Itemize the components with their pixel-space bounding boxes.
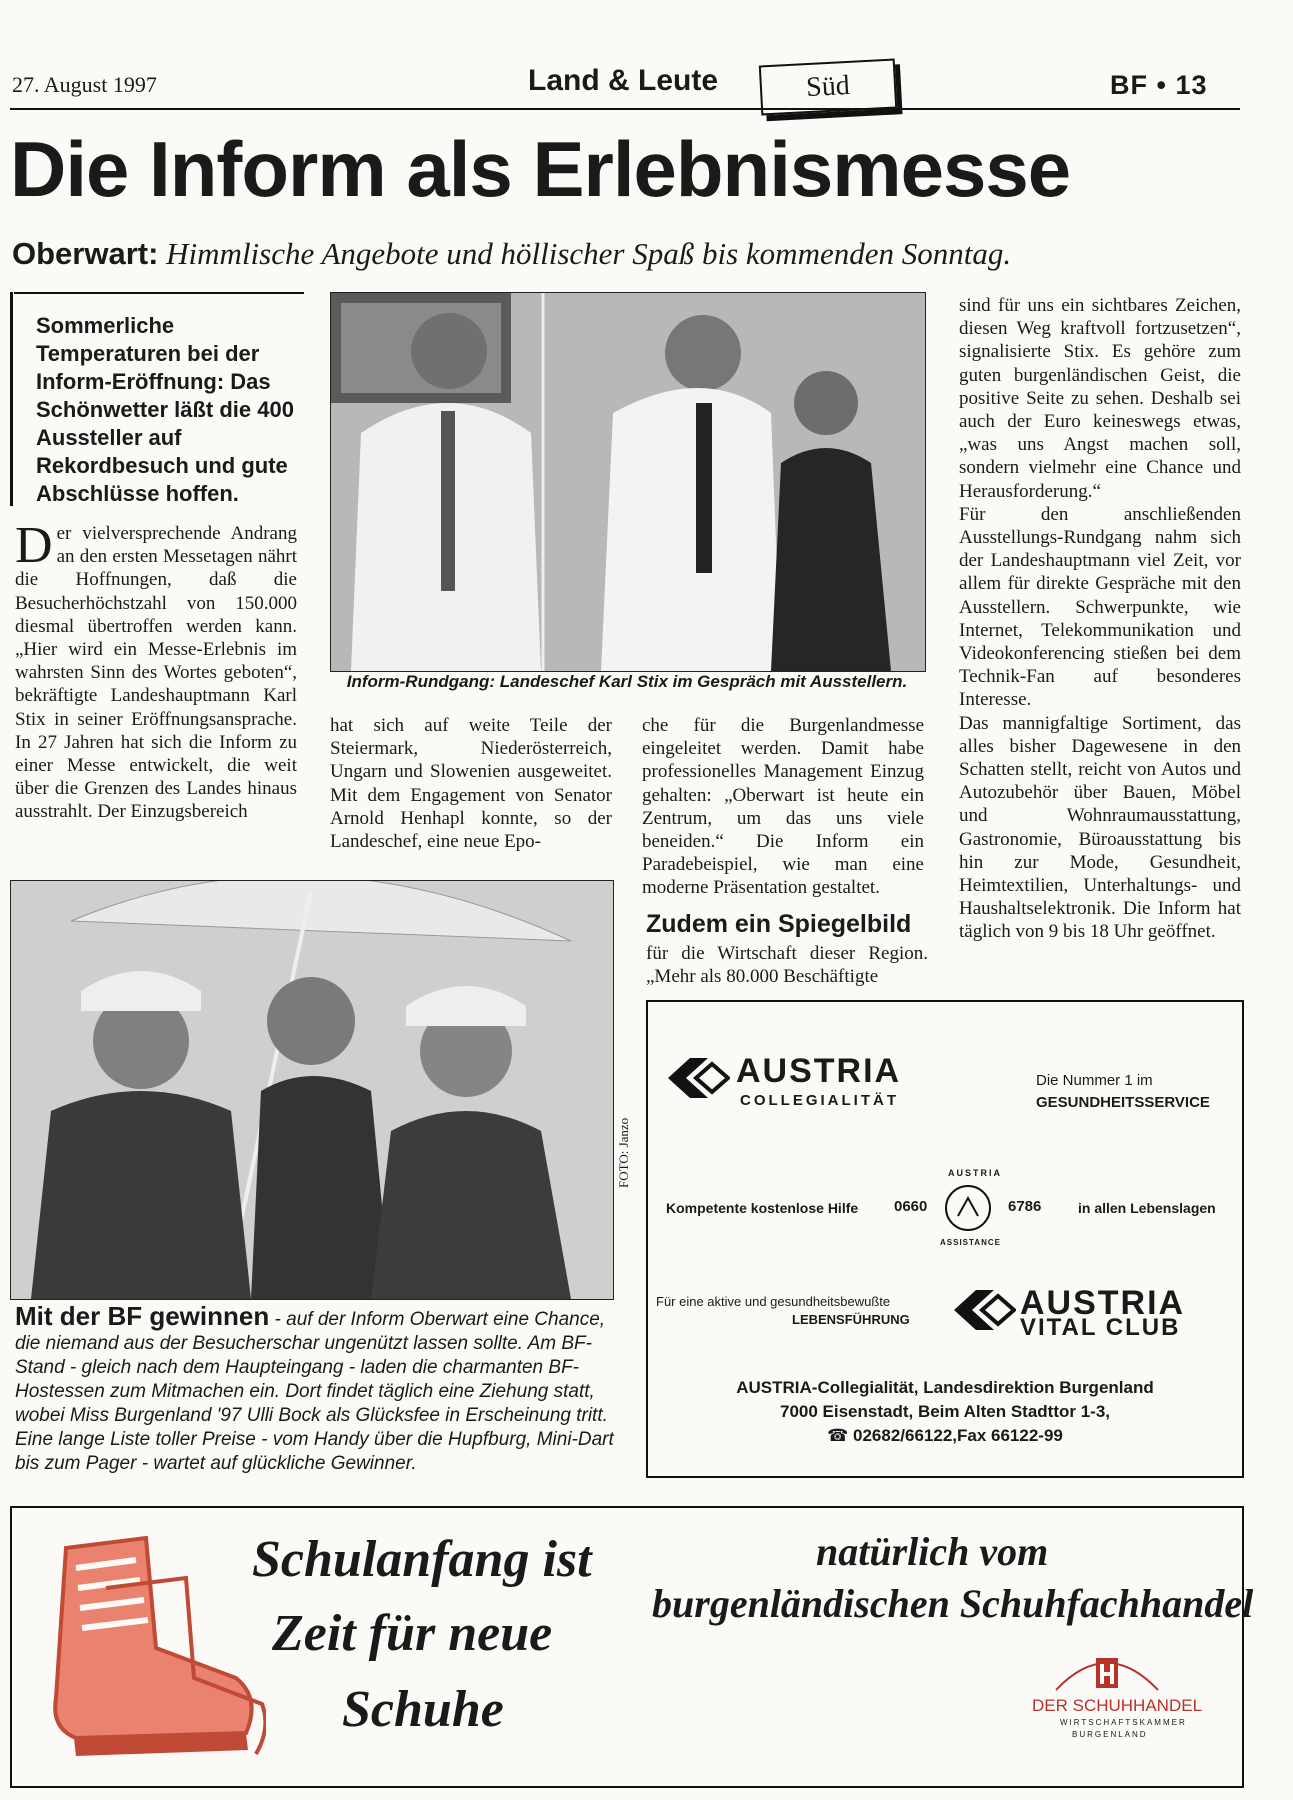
article-subhead xyxy=(12,236,1011,272)
article-headline: Die Inform als Erlebnismesse xyxy=(10,125,1071,213)
vital-club-logo-icon xyxy=(952,1288,1016,1332)
issue-date: 27. August 1997 xyxy=(12,72,157,97)
shoe-ad-headline-3: Schuhe xyxy=(342,1681,504,1738)
photo-2-caption-text: - auf der Inform Oberwart eine Chance, die niemand aus der Besucherschar ungenützt lassen sollte. Am BF-Stand - gleich nach dem Haupteingang - laden die charmanten BF-Hostessen zum Mitmachen ein. Dort findet täglich eine Ziehung statt, wobei Miss Burgenland '97 Ulli Bock als Glücksfee in Erscheinung tritt. Eine lange Liste toller Preise - vom Handy über die Hupfburg, Mini-Dart bis zum Pager - wartet auf glückliche Gewinner. xyxy=(15,1309,614,1474)
ad-phone-fax: 02682/66122,Fax 66122-99 xyxy=(853,1426,1063,1445)
boots-icon xyxy=(36,1528,266,1768)
austria-collegialitaet-ad xyxy=(646,1000,1244,1478)
shoe-ad-tagline-1: natürlich vom xyxy=(816,1529,1049,1574)
page-number: BF • 13 xyxy=(1110,70,1208,100)
seal-top-text: AUSTRIA xyxy=(948,1168,1002,1178)
teaser-bar xyxy=(10,292,13,506)
austria-assistance-seal-icon xyxy=(930,1170,1006,1246)
article-subheading: Zudem ein Spiegelbild xyxy=(646,910,912,938)
column-4-paragraph: Für den anschließenden Ausstellungs-Rundgang nahm sich der Landeshauptmann viel Zeit, vor allem für direkte Gespräche mit den Ausstellern. Schwerpunkte, wie Internet, Telekommunikation und Videokonferencing stießen bei dem Technik-Fan auf besonderes Interesse. xyxy=(959,503,1241,711)
article-column-4 xyxy=(959,294,1241,944)
subhead-text: Himmlische Angebote und höllischer Spaß bis kommenden Sonntag. xyxy=(166,236,1012,271)
ad-address-line-3 xyxy=(648,1426,1242,1446)
column-1-text: er vielversprechende Andrang an den ersten Messetagen nährt die Hoffnungen, daß die Besucherhöchstzahl von 150.000 diesmal übertroffen werden kann. „Hier wird ein Messe-Erlebnis im wahrsten Sinn des Wortes geboten“, bekräftigte Landeshauptmann Karl Stix in seiner Eröffnungsansprache. In 27 Jahren hat sich die Inform zu einer Messe entwickelt, die weit über die Grenzen des Landes hinaus ausstrahlt. Der Einzugsbereich xyxy=(15,523,297,823)
teaser-rule xyxy=(14,292,304,294)
phone-icon: ☎ xyxy=(827,1426,854,1445)
ad-phone-suffix: 6786 xyxy=(1008,1198,1042,1215)
photo-inform-rundgang xyxy=(330,292,926,672)
ad-address-line-2: 7000 Eisenstadt, Beim Alten Stadttor 1-3, xyxy=(779,1402,1111,1421)
vital-club-austria-text: AUSTRIA xyxy=(1020,1284,1186,1322)
collegialitaet-logo-text: COLLEGIALITÄT xyxy=(740,1092,899,1109)
ad-phone-prefix: 0660 xyxy=(894,1198,928,1215)
ad-life-text: in allen Lebenslagen xyxy=(1078,1200,1216,1216)
shoe-ad-headline-2: Zeit für neue xyxy=(272,1605,553,1662)
shoe-ad-headline-1: Schulanfang ist xyxy=(252,1531,592,1588)
schuhhandel-brand: DER SCHUHHANDEL xyxy=(1032,1696,1203,1715)
photo-credit: FOTO: Janzo xyxy=(616,1117,631,1188)
ad-tagline-bold: GESUNDHEITSSERVICE xyxy=(1036,1094,1210,1111)
section-title: Land & Leute xyxy=(528,64,719,97)
photo-2-caption-title: Mit der BF gewinnen xyxy=(15,1301,270,1331)
header-divider xyxy=(10,108,1240,110)
vital-club-text: VITAL CLUB xyxy=(1020,1314,1181,1341)
austria-logo-text: AUSTRIA xyxy=(736,1052,902,1090)
column-4-paragraph: sind für uns ein sichtbares Zeichen, diesen Weg kraftvoll fortzusetzen“, signalisierte Stix. Es gehöre zum guten burgenländischen Geist, die positive Seite zu sehen. Deshalb sei auch der Euro keineswegs etwas, „was uns Angst machen soll, sondern vielmehr eine Chance und Herausforderung.“ xyxy=(959,295,1241,502)
ad-tagline: Die Nummer 1 im xyxy=(1036,1072,1153,1089)
ad-lifestyle-line: Für eine aktive und gesundheitsbewußte xyxy=(656,1294,891,1309)
ad-address-line-1: AUSTRIA-Collegialität, Landesdirektion Burgenland xyxy=(736,1378,1154,1397)
schuhhandel-ad xyxy=(10,1506,1254,1788)
article-column-2: hat sich auf weite Teile der Steiermark, Niederösterreich, Ungarn und Slowenien ausgeweitet. Mit dem Engagement von Senator Arnold Henhapl konnte, so der Landeschef, eine neue Epo- xyxy=(330,715,612,853)
schuhhandel-logo-icon xyxy=(1052,1644,1162,1694)
ad-help-text: Kompetente kostenlose Hilfe xyxy=(666,1200,859,1216)
subhead-place: Oberwart: xyxy=(12,236,159,271)
article-column-3-continued: für die Wirtschaft dieser Region. „Mehr als 80.000 Beschäftigte xyxy=(646,943,928,988)
photo-1-caption: Inform-Rundgang: Landeschef Karl Stix im Gespräch mit Ausstellern. xyxy=(346,672,908,691)
ad-lifestyle-bold: LEBENSFÜHRUNG xyxy=(792,1312,910,1327)
schuhhandel-sub-1: WIRTSCHAFTSKAMMER xyxy=(1060,1718,1187,1727)
schuhhandel-sub-2: BURGENLAND xyxy=(1072,1730,1148,1739)
article-column-1 xyxy=(15,517,297,824)
shoe-ad-tagline-2: burgenländischen Schuhfachhandel xyxy=(652,1581,1254,1626)
article-teaser: Sommerliche Temperaturen bei der Inform-Eröffnung: Das Schönwetter läßt die 400 Aussteller auf Rekordbesuch und gute Abschlüsse hoffen. xyxy=(36,313,294,506)
dropcap: D xyxy=(15,517,53,574)
austria-logo-icon xyxy=(666,1056,730,1100)
column-4-paragraph: Das mannigfaltige Sortiment, das alles bisher Dagewesene in den Schatten stellt, reicht von Autos und Autozubehör über Bauen, Möbel und Wohnraumausstattung, Gastronomie, Büroausstattung bis hin zur Mode, Gesundheit, Heimtextilien, Unterhaltungs- und Haushaltselektronik. Die Inform hat täglich von 9 bis 18 Uhr geöffnet. xyxy=(959,712,1241,943)
article-column-3: che für die Burgenlandmesse eingeleitet werden. Damit habe professionelles Management Einzug gehalten: „Oberwart ist heute ein Zentrum, um das uns viele beneiden.“ Die Inform ein Paradebeispiel, wie man eine moderne Präsentation gestaltet. xyxy=(642,715,924,899)
photo-2-caption xyxy=(15,1301,615,1476)
region-stamp: Süd xyxy=(759,58,897,115)
photo-bf-hostessen xyxy=(10,880,614,1300)
seal-bottom-text: ASSISTANCE xyxy=(940,1238,1001,1247)
